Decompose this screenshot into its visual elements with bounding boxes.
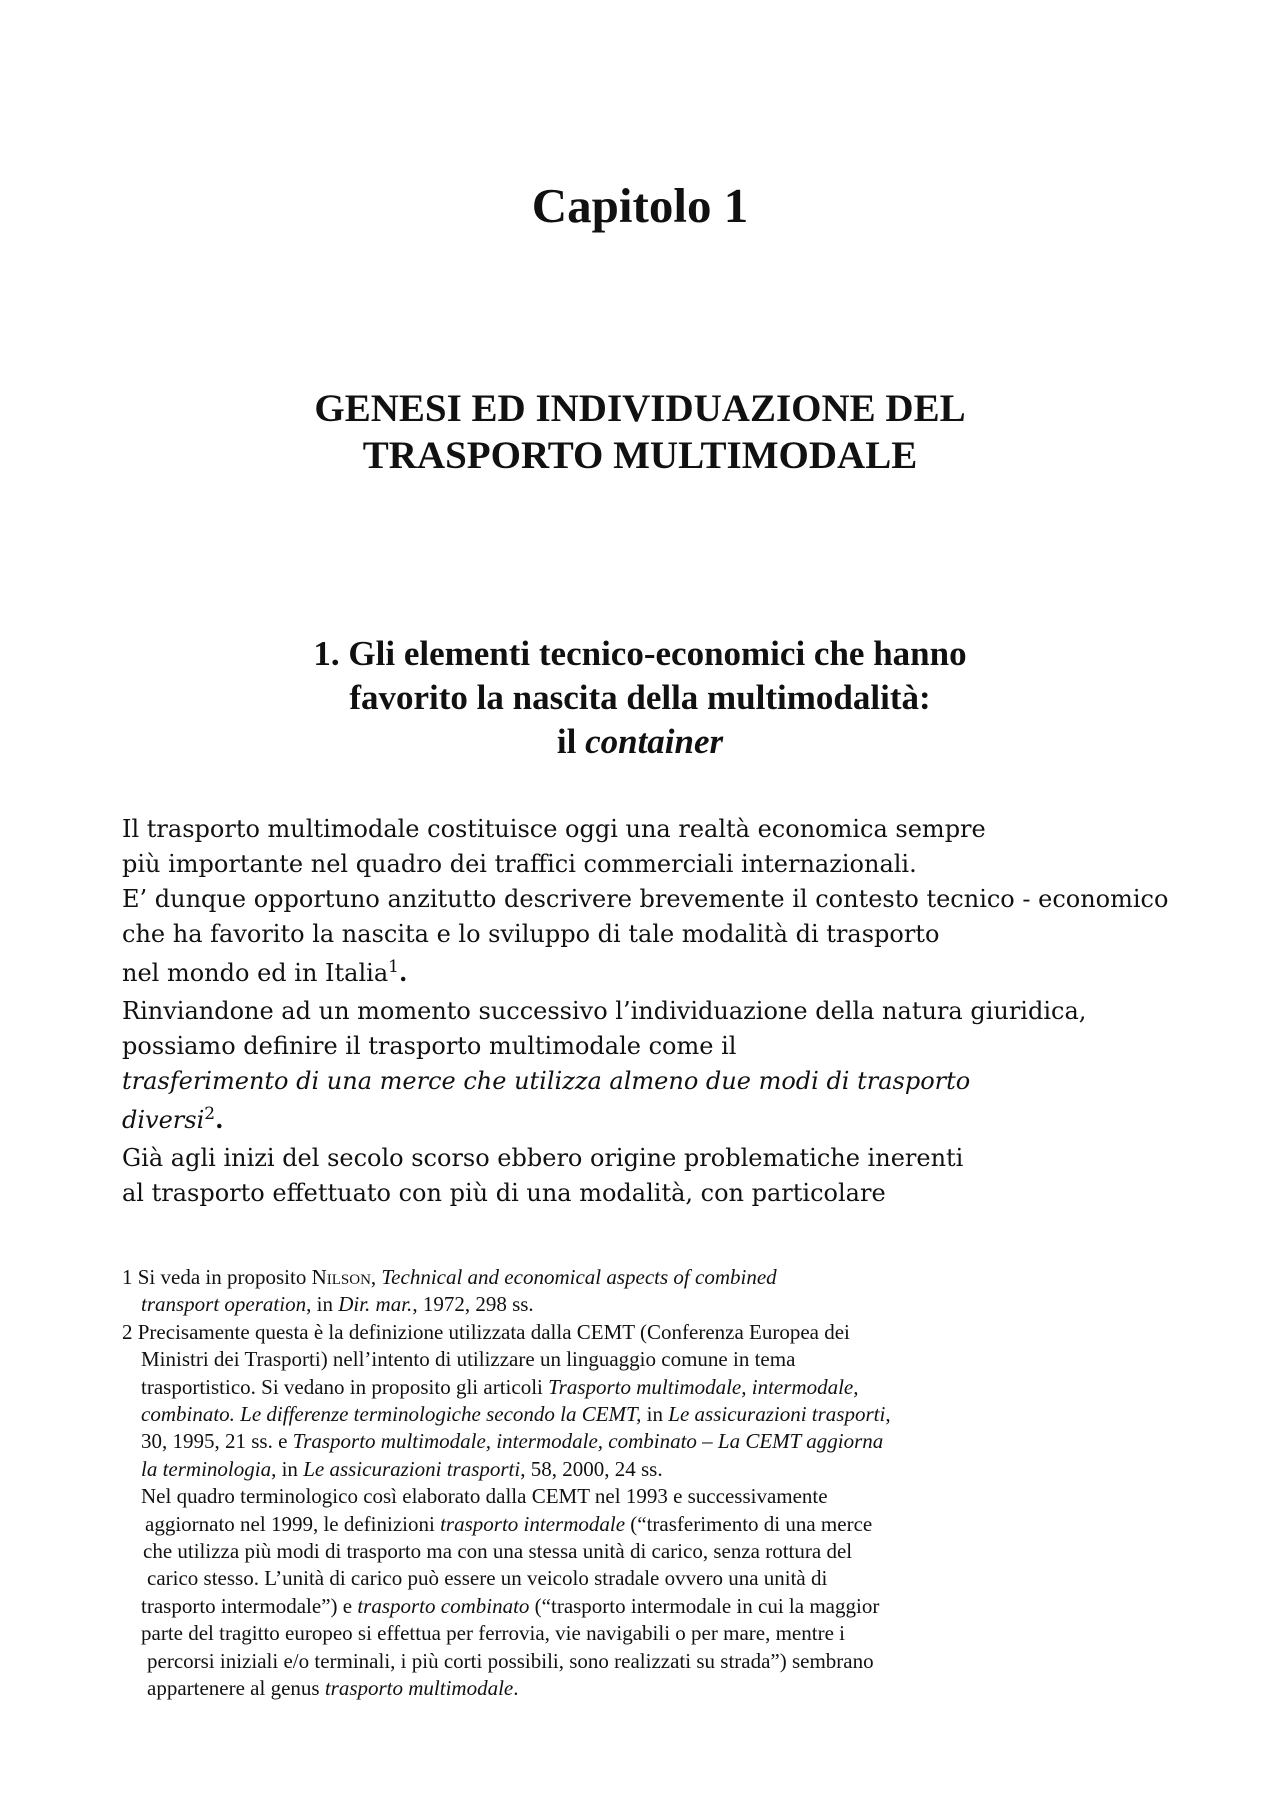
body-line: che ha favorito la nascita e lo sviluppo di tale modalità di trasporto <box>122 920 940 948</box>
section-title-prefix: il <box>556 722 586 761</box>
body-line: possiamo definire il trasporto multimodale come il <box>122 1032 737 1060</box>
footnote-text: appartenere al genus <box>147 1676 325 1701</box>
footnote-author: Nilson <box>311 1265 371 1289</box>
footnote-text: (“trasporto intermodale in cui la maggior <box>529 1593 880 1618</box>
footnote-text: , <box>370 1265 382 1289</box>
body-line <box>122 1064 1222 1099</box>
footnote-title: Trasporto multimodale, intermodale, <box>548 1374 859 1399</box>
body-line: E’ dunque opportuno anzitutto descrivere brevemente il contesto tecnico - economico <box>122 885 1169 913</box>
footnote-2-line <box>122 1675 1022 1702</box>
footnote-text: 30, 1995, 21 ss. e <box>141 1429 293 1454</box>
footnote-ref-1[interactable]: 1 <box>388 957 399 977</box>
footnote-1-line <box>122 1291 1022 1318</box>
footnote-number: 2 <box>122 1319 133 1344</box>
footnote-1-line <box>122 1264 1022 1291</box>
footnote-term: trasporto intermodale <box>440 1511 626 1536</box>
section-title-line-1: 1. Gli elementi tecnico-economici che hanno <box>313 634 967 673</box>
footnote-2-line <box>122 1428 1022 1455</box>
footnote-2-line: carico stesso. L’unità di carico può essere un veicolo stradale ovvero una unità di <box>147 1566 828 1591</box>
body-line-end: . <box>215 1105 224 1134</box>
footnote-text: , 58, 2000, 24 ss. <box>520 1456 663 1481</box>
body-line: al trasporto effettuato con più di una modalità, con particolare <box>122 1179 886 1207</box>
main-title-line-1: GENESI ED INDIVIDUAZIONE DEL <box>314 387 966 430</box>
footnote-text: aggiornato nel 1999, le definizioni <box>145 1511 441 1536</box>
body-paragraph <box>122 812 1222 1211</box>
footnote-2-line <box>122 1511 1022 1538</box>
body-line-italic: trasferimento di una merce che utilizza almeno due modi di trasporto <box>122 1067 971 1095</box>
footnote-2-line: parte del tragitto europeo si effettua per ferrovia, vie navigabili o per mare, mentre i <box>141 1621 845 1646</box>
footnote-ref-2[interactable]: 2 <box>204 1104 216 1124</box>
footnote-title: Technical and economical aspects of combined <box>381 1265 777 1289</box>
footnote-text: (“trasferimento di una merce <box>625 1511 873 1536</box>
footnote-text: trasportistico. Si vedano in proposito gli articoli <box>141 1374 549 1399</box>
footnotes <box>122 1264 1022 1703</box>
footnote-2-line <box>122 1374 1022 1401</box>
footnote-text: trasporto intermodale”) e <box>141 1593 358 1618</box>
footnote-title: transport operation <box>141 1292 307 1317</box>
footnote-2-line: che utilizza più modi di trasporto ma con una stessa unità di carico, senza rottura del <box>143 1539 853 1564</box>
footnote-title: la terminologia <box>141 1456 272 1481</box>
section-title-italic-word: container <box>585 722 724 761</box>
footnote-2-line: Ministri dei Trasporti) nell’intento di utilizzare un linguaggio comune in tema <box>141 1347 796 1372</box>
footnote-title: combinato. Le differenze terminologiche secondo la CEMT, <box>141 1402 642 1427</box>
footnote-journal: Le assicurazioni trasporti <box>303 1456 521 1481</box>
footnote-2-line <box>122 1456 1022 1483</box>
footnote-2-line <box>122 1401 1022 1428</box>
footnote-text: , in <box>306 1292 339 1317</box>
footnote-text: Si veda in proposito <box>132 1265 312 1289</box>
footnote-text: , 1972, 298 ss. <box>412 1292 534 1317</box>
footnote-term: trasporto combinato <box>357 1593 530 1618</box>
footnote-text: , in <box>271 1456 304 1481</box>
footnote-text: . <box>513 1676 519 1701</box>
body-line <box>122 1099 1222 1141</box>
body-line: Il trasporto multimodale costituisce oggi una realtà economica sempre <box>122 815 986 843</box>
footnote-text: Precisamente questa è la definizione utilizzata dalla CEMT (Conferenza Europea dei <box>132 1319 850 1344</box>
footnote-term: trasporto multimodale <box>324 1676 514 1701</box>
section-title <box>0 632 1280 764</box>
body-line-end: . <box>398 958 408 987</box>
body-line: Già agli inizi del secolo scorso ebbero origine problematiche inerenti <box>122 1144 964 1172</box>
footnote-2-line: percorsi iniziali e/o terminali, i più corti possibili, sono realizzati su strada”) sembrano <box>147 1648 874 1673</box>
main-title-line-2: TRASPORTO MULTIMODALE <box>362 434 918 477</box>
chapter-title: Capitolo 1 <box>531 178 749 233</box>
footnote-text: , <box>885 1402 891 1427</box>
footnote-2-line <box>122 1319 1022 1346</box>
footnote-journal: Le assicurazioni trasporti <box>668 1402 886 1427</box>
footnote-journal: Dir. mar. <box>338 1292 413 1317</box>
footnote-text: in <box>641 1402 669 1427</box>
body-line-italic: diversi <box>122 1106 205 1134</box>
footnote-title: Trasporto multimodale, intermodale, combinato – La CEMT aggiorna <box>292 1429 884 1454</box>
main-title <box>0 385 1280 479</box>
body-line-text: nel mondo ed in Italia <box>122 959 389 987</box>
footnote-number: 1 <box>122 1265 133 1289</box>
footnote-2-line <box>122 1593 1022 1620</box>
footnote-2-line: Nel quadro terminologico così elaborato dalla CEMT nel 1993 e successivamente <box>141 1484 828 1509</box>
section-title-line-3 <box>0 720 1280 764</box>
body-line: più importante nel quadro dei traffici commerciali internazionali. <box>122 850 917 878</box>
section-title-line-2: favorito la nascita della multimodalità: <box>349 678 931 717</box>
body-line: Rinviandone ad un momento successivo l’individuazione della natura giuridica, <box>122 997 1087 1025</box>
body-line <box>122 952 1222 994</box>
